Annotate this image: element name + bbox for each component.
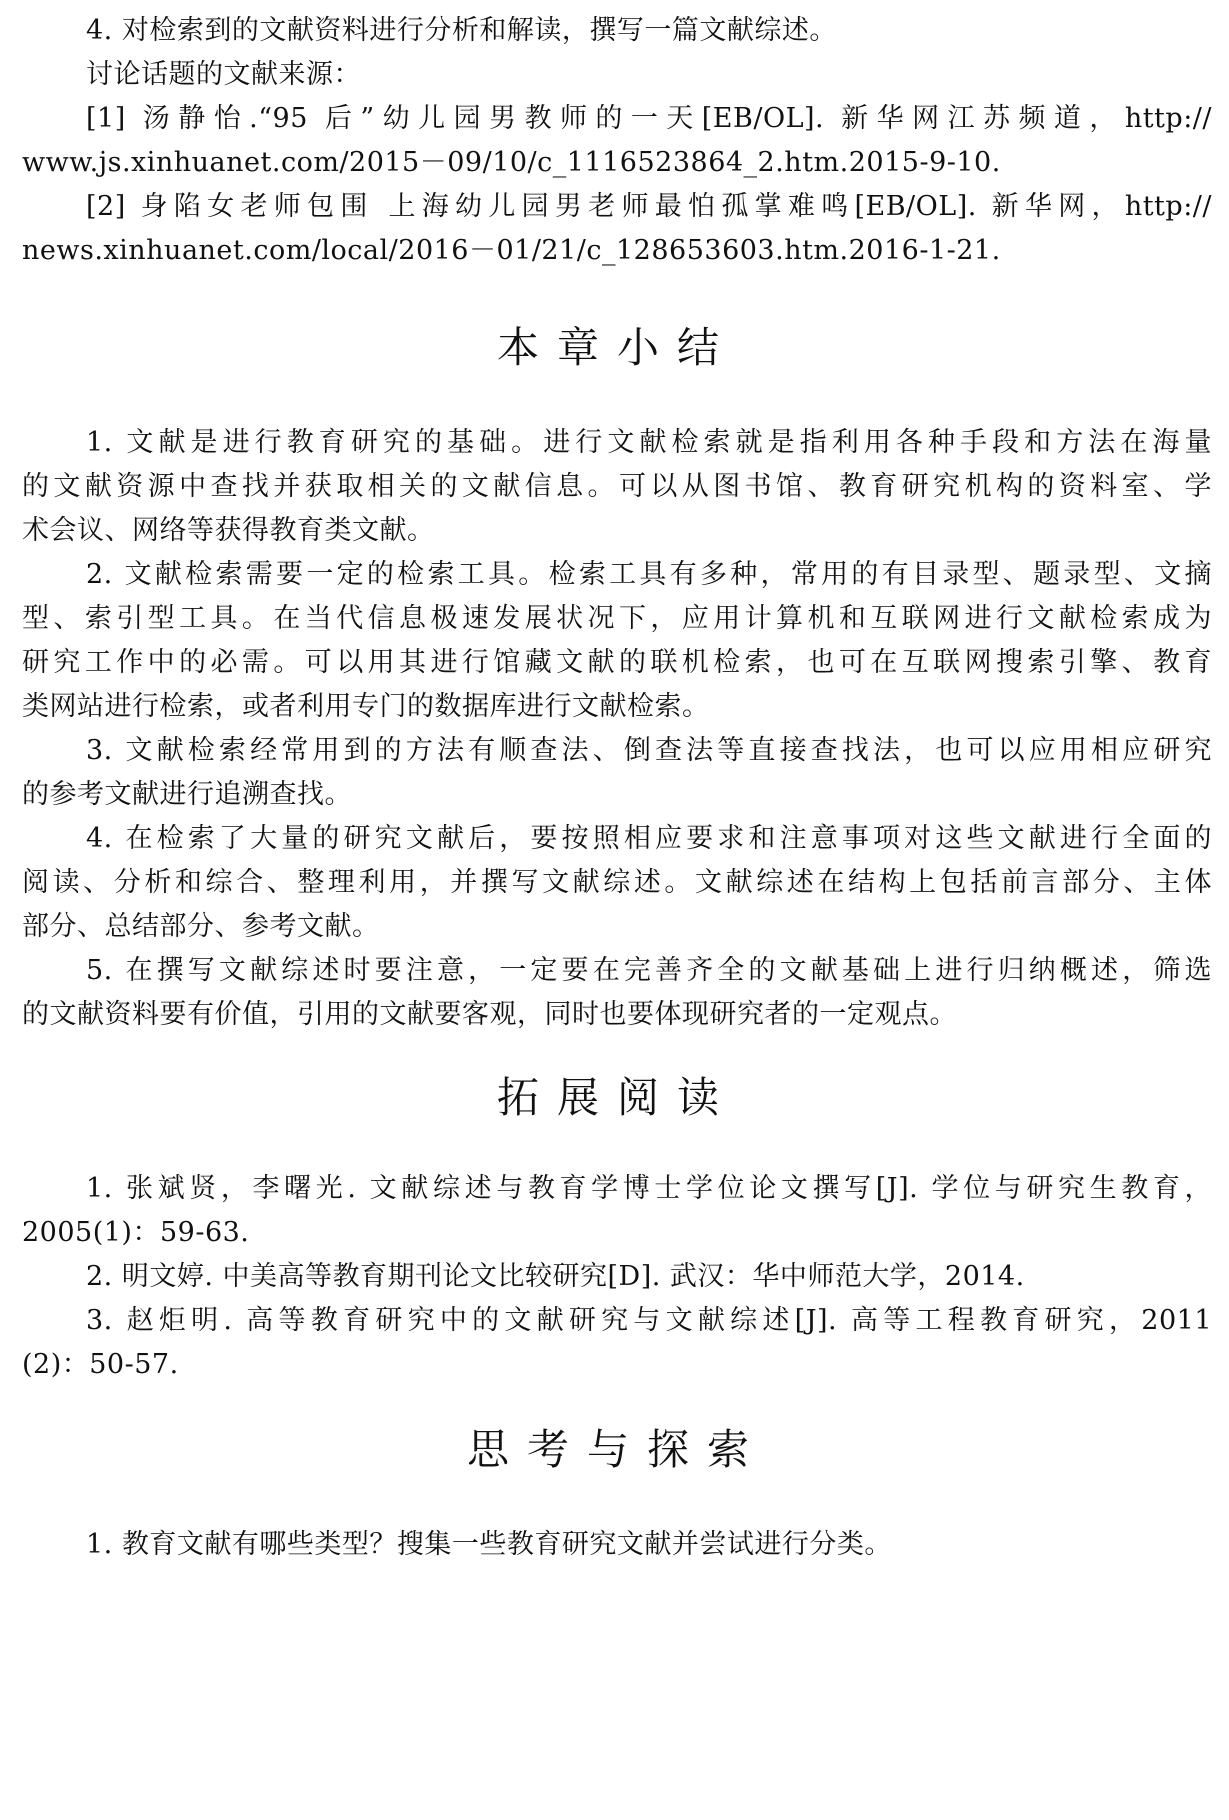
summary-item-1-line-3: 术会议、网络等获得教育类文献。 [22,515,435,546]
summary-item-2-line-4: 类网站进行检索，或者利用专门的数据库进行文献检索。 [22,691,710,722]
section-title-extended-reading: 拓展阅读 [496,1073,737,1122]
reading-item-3-line-2: (2)：50-57. [22,1349,179,1380]
task-item-4: 4. 对检索到的文献资料进行分析和解读，撰写一篇文献综述。 [86,15,837,46]
section-title-chapter-summary: 本章小结 [496,323,737,372]
summary-item-3-line-2: 的参考文献进行追溯查找。 [22,779,352,810]
reading-item-3-line-1: 3. 赵炬明. 高等教育研究中的文献研究与文献综述[J]. 高等工程教育研究，2011 [86,1305,1212,1336]
summary-item-1-line-1: 1. 文献是进行教育研究的基础。进行文献检索就是指利用各种手段和方法在海量 [86,427,1212,458]
question-item-1: 1. 教育文献有哪些类型？搜集一些教育研究文献并尝试进行分类。 [86,1529,892,1560]
summary-item-5-line-1: 5. 在撰写文献综述时要注意，一定要在完善齐全的文献基础上进行归纳概述，筛选 [86,955,1212,986]
sources-label: 讨论话题的文献来源： [86,59,361,90]
summary-item-4-line-3: 部分、总结部分、参考文献。 [22,911,380,942]
reading-item-1-line-1: 1. 张斌贤，李曙光. 文献综述与教育学博士学位论文撰写[J]. 学位与研究生教育， [86,1173,1212,1204]
reading-item-2-line-1: 2. 明文婷. 中美高等教育期刊论文比较研究[D]. 武汉：华中师范大学，2014. [86,1261,1025,1292]
summary-item-4-line-2: 阅读、分析和综合、整理利用，并撰写文献综述。文献综述在结构上包括前言部分、主体 [22,867,1212,898]
reading-item-1-line-2: 2005(1)：59-63. [22,1217,250,1248]
summary-item-2-line-2: 型、索引型工具。在当代信息极速发展状况下，应用计算机和互联网进行文献检索成为 [22,603,1212,634]
section-title-think-explore: 思考与探索 [466,1425,767,1474]
reference-2-line-1: [2] 身陷女老师包围 上海幼儿园男老师最怕孤掌难鸣[EB/OL]. 新华网，http:// [86,191,1212,222]
reference-1-line-1: [1] 汤静怡.“95 后”幼儿园男教师的一天[EB/OL]. 新华网江苏频道，http:// [86,103,1212,134]
reference-1-line-2: www.js.xinhuanet.com/2015－09/10/c_1116523864_2.htm.2015-9-10. [22,147,1001,178]
summary-item-5-line-2: 的文献资料要有价值，引用的文献要客观，同时也要体现研究者的一定观点。 [22,999,957,1030]
summary-item-4-line-1: 4. 在检索了大量的研究文献后，要按照相应要求和注意事项对这些文献进行全面的 [86,823,1212,854]
summary-item-3-line-1: 3. 文献检索经常用到的方法有顺查法、倒查法等直接查找法，也可以应用相应研究 [86,735,1212,766]
summary-item-2-line-1: 2. 文献检索需要一定的检索工具。检索工具有多种，常用的有目录型、题录型、文摘 [86,559,1212,590]
reference-2-line-2: news.xinhuanet.com/local/2016－01/21/c_128653603.htm.2016-1-21. [22,235,1001,266]
summary-item-2-line-3: 研究工作中的必需。可以用其进行馆藏文献的联机检索，也可在互联网搜索引擎、教育 [22,647,1212,678]
summary-item-1-line-2: 的文献资源中查找并获取相关的文献信息。可以从图书馆、教育研究机构的资料室、学 [22,471,1212,502]
